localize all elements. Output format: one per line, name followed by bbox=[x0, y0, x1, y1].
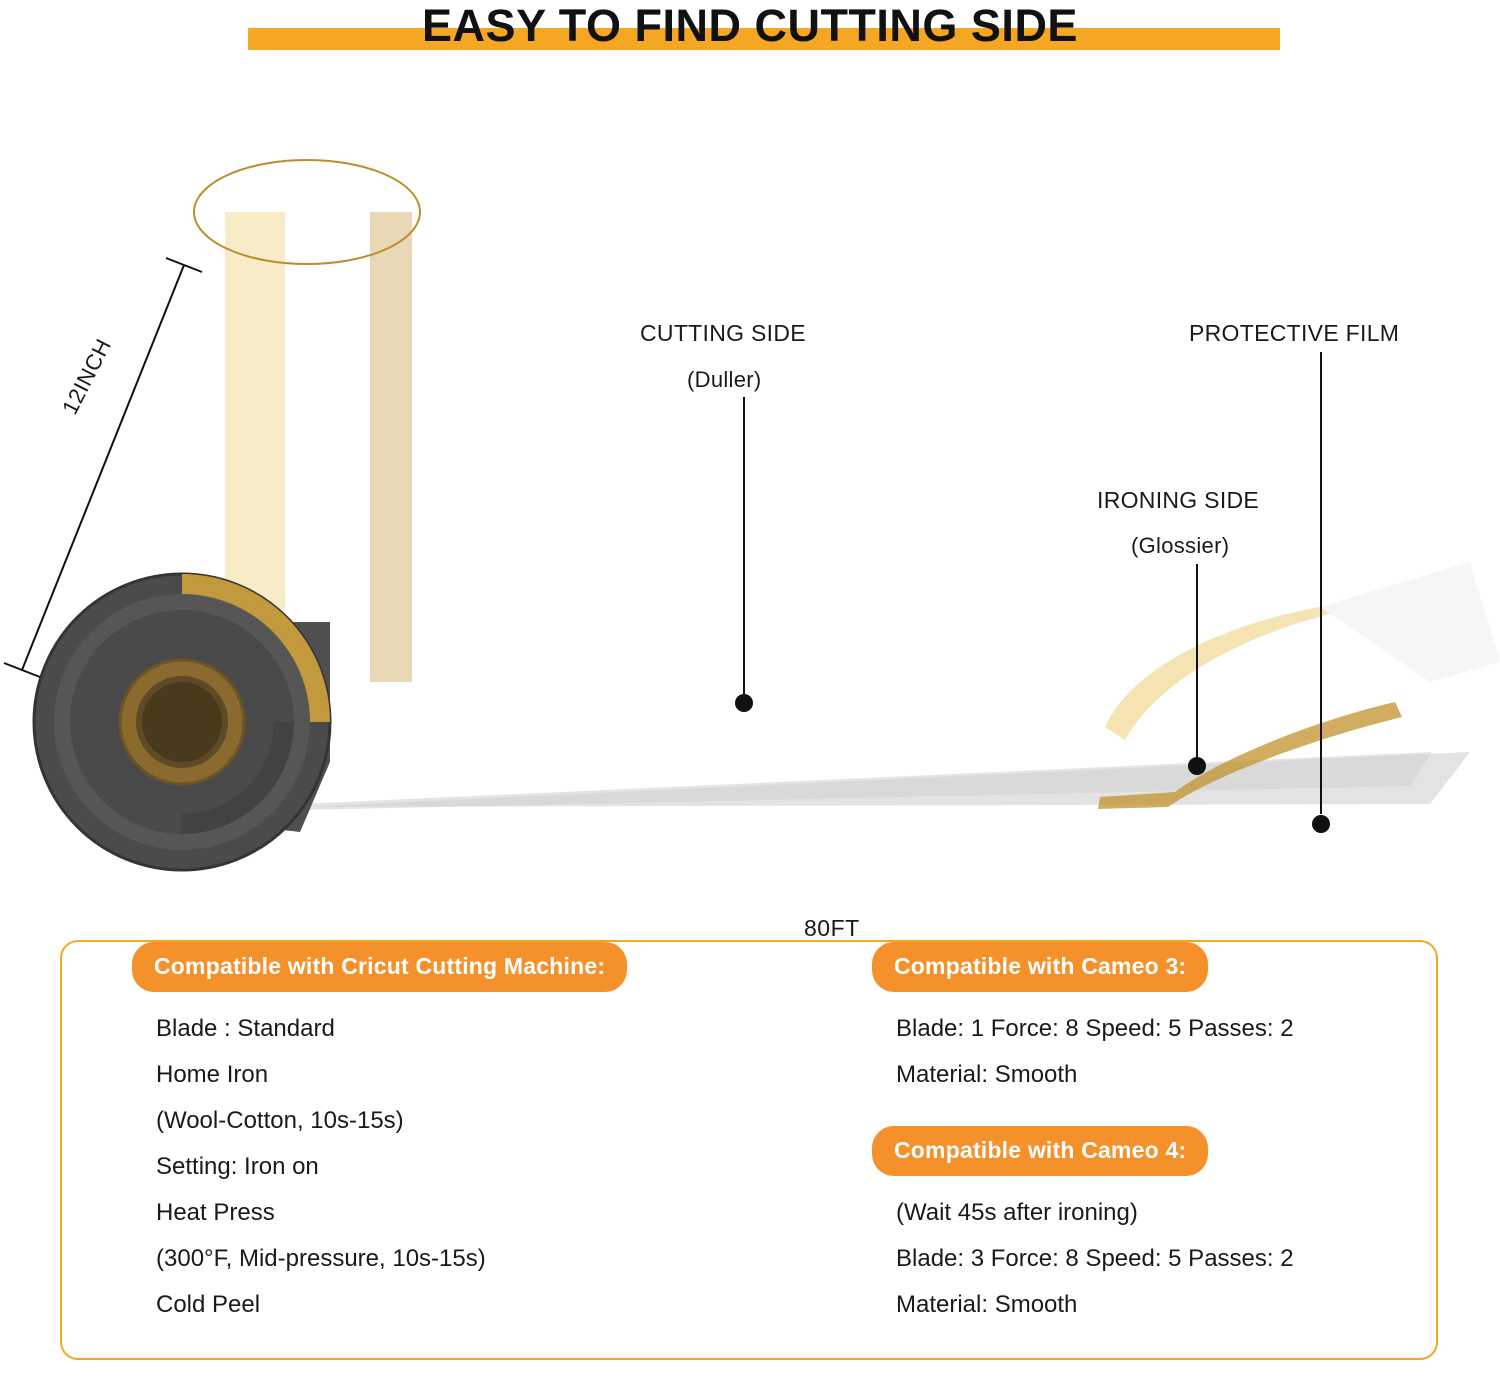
cameo3-heading: Compatible with Cameo 3: bbox=[872, 942, 1208, 992]
list-item: Home Iron bbox=[156, 1061, 269, 1088]
cricut-settings-list bbox=[132, 1006, 792, 1328]
list-item: Blade: 1 Force: 8 Speed: 5 Passes: 2 bbox=[896, 1015, 1294, 1042]
list-item: Heat Press bbox=[156, 1199, 275, 1226]
column-spacer bbox=[872, 1098, 1432, 1126]
cameo4-heading: Compatible with Cameo 4: bbox=[872, 1126, 1208, 1176]
list-item: (Wool-Cotton, 10s-15s) bbox=[156, 1107, 404, 1134]
list-item: (300°F, Mid-pressure, 10s-15s) bbox=[156, 1245, 486, 1272]
list-item: Cold Peel bbox=[156, 1291, 261, 1318]
list-item: Material: Smooth bbox=[896, 1291, 1078, 1318]
list-item: Material: Smooth bbox=[896, 1061, 1078, 1088]
label-cutting-side-sub: (Duller) bbox=[687, 367, 762, 392]
label-cutting-side: CUTTING SIDE bbox=[640, 320, 806, 346]
list-item: Blade : Standard bbox=[156, 1015, 335, 1042]
cameo3-settings-list bbox=[872, 1006, 1432, 1098]
label-length-dimension: 80FT bbox=[804, 915, 860, 941]
label-ironing-side: IRONING SIDE bbox=[1097, 487, 1260, 513]
vinyl-roll-graphic bbox=[0, 62, 1500, 912]
compatibility-info-panel bbox=[60, 940, 1438, 1360]
label-protective-film: PROTECTIVE FILM bbox=[1189, 320, 1400, 346]
cameo4-settings-list bbox=[872, 1190, 1432, 1328]
page-header bbox=[0, 0, 1500, 62]
list-item: Setting: Iron on bbox=[156, 1153, 319, 1180]
cameo-column bbox=[872, 942, 1432, 1328]
page-title: EASY TO FIND CUTTING SIDE bbox=[422, 0, 1078, 51]
label-ironing-side-sub: (Glossier) bbox=[1131, 533, 1230, 558]
list-item: (Wait 45s after ironing) bbox=[896, 1199, 1138, 1226]
list-item: Blade: 3 Force: 8 Speed: 5 Passes: 2 bbox=[896, 1245, 1294, 1272]
cricut-heading: Compatible with Cricut Cutting Machine: bbox=[132, 942, 627, 992]
cricut-column bbox=[132, 942, 792, 1328]
product-illustration bbox=[0, 62, 1500, 941]
label-width-dimension: 12INCH bbox=[57, 334, 117, 419]
